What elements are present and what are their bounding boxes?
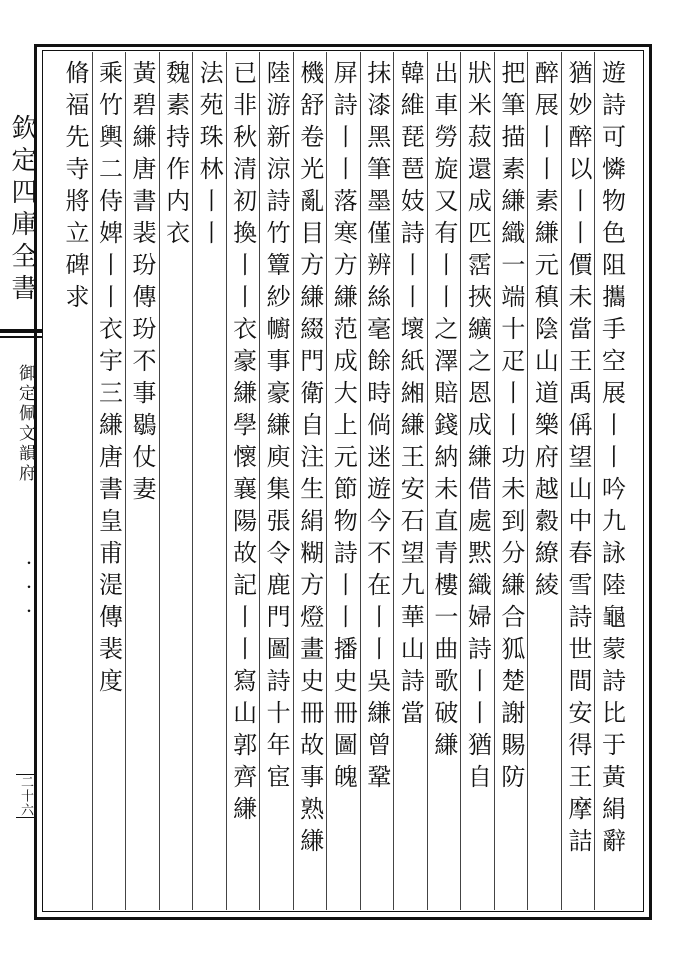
text-column: 出車勞旋又有丨丨之澤賠錢納未直青樓一曲歌破縑 bbox=[429, 60, 458, 764]
text-column: 乘竹輿二侍婢丨丨衣宇三縑唐書皇甫湜傳裴度 bbox=[94, 60, 123, 700]
column-rule bbox=[192, 52, 193, 910]
margin-subtitle: 御定佩文韻府 bbox=[15, 364, 35, 484]
text-column: 陸游新涼詩竹簟紗幮事豪縑庾集張令鹿門圖詩十年宦 bbox=[262, 60, 291, 796]
column-rule bbox=[226, 52, 227, 910]
column-rule bbox=[427, 52, 428, 910]
margin-bar-thin bbox=[0, 336, 42, 338]
column-rule bbox=[594, 52, 595, 910]
text-column: 抹漆黑筆墨僅辨絲毫餘時倘迷遊今不在丨丨吳縑曾鞏 bbox=[362, 60, 391, 796]
column-rule bbox=[326, 52, 327, 910]
text-column: 把筆描素縑織一端十疋丨丨功未到分縑合狐楚謝賜防 bbox=[496, 60, 525, 796]
text-column: 醉展丨丨素縑元稹陰山道樂府越縠繚綾 bbox=[530, 60, 559, 604]
text-column: 法苑珠林丨丨 bbox=[195, 60, 224, 252]
text-column: 猶妙醉以丨丨價未當王禹偁望山中春雪詩世間安得王摩詰 bbox=[563, 60, 592, 860]
text-column: 韓維琵琶妓詩丨丨壞紙緗縑王安石望九華山詩當 bbox=[396, 60, 425, 732]
text-column: 機舒卷光亂目方縑綴門衛自注生絹糊方燈畫史冊故事熟縑 bbox=[295, 60, 324, 860]
margin-column bbox=[0, 44, 40, 924]
column-rule bbox=[159, 52, 160, 910]
column-rule bbox=[561, 52, 562, 910]
text-column: 脩福先寺將立碑求 bbox=[61, 60, 89, 316]
column-rule bbox=[259, 52, 260, 910]
column-rule bbox=[293, 52, 294, 910]
column-rule bbox=[494, 52, 495, 910]
page-number: 二十六 bbox=[18, 775, 33, 817]
text-column: 屏詩丨丨落寒方縑范成大上元節物詩丨丨播史冊圖魄 bbox=[329, 60, 358, 796]
text-column: 魏素持作内衣 bbox=[161, 60, 190, 252]
column-rule bbox=[360, 52, 361, 910]
column-rule bbox=[92, 52, 93, 910]
text-column: 遊詩可憐物色阻攜手空展丨丨吟九詠陸龜蒙詩比于黃絹辭 bbox=[597, 60, 626, 860]
margin-bar bbox=[0, 329, 42, 333]
text-column: 狀米菽還成匹霑挾纊之恩成縑借處黙織婦詩丨丨猶自 bbox=[463, 60, 492, 796]
margin-dots: ・・・ bbox=[20, 556, 36, 628]
margin-title: 欽定四庫全書 bbox=[7, 114, 37, 306]
column-rule bbox=[460, 52, 461, 910]
text-column: 已非秋清初換丨丨衣豪縑學懷襄陽故記丨丨寫山郭齊縑 bbox=[228, 60, 257, 828]
text-column: 黃碧縑唐書裴玢傳玢不事鶡仗妻 bbox=[128, 60, 157, 508]
column-rule bbox=[393, 52, 394, 910]
column-rule bbox=[125, 52, 126, 910]
column-rule bbox=[527, 52, 528, 910]
